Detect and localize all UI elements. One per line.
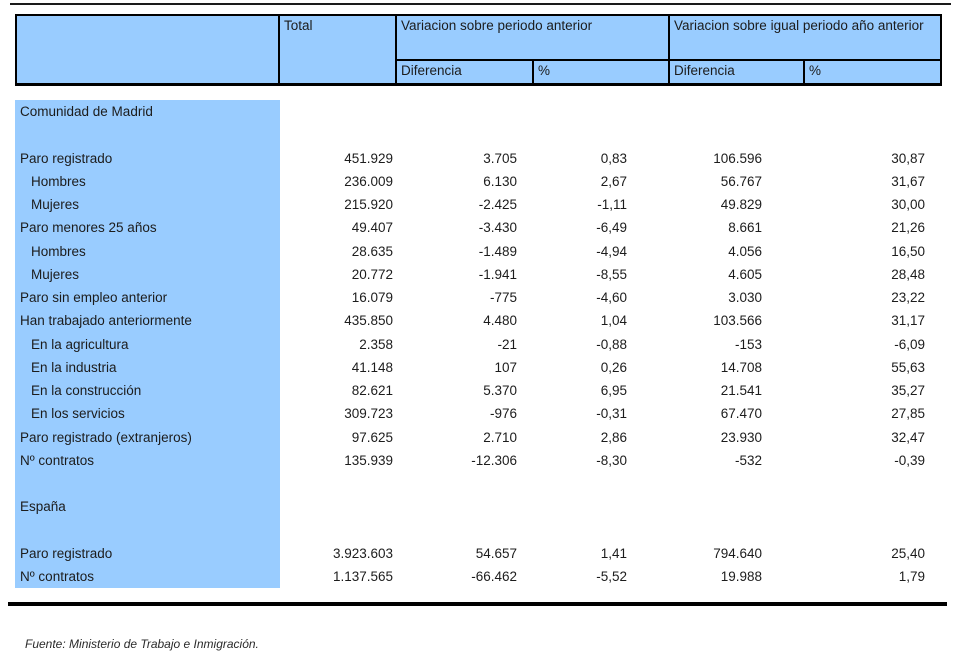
- value-cell: [517, 123, 627, 146]
- value-cell: 30,87: [891, 150, 925, 166]
- value-cell: 106.596: [713, 150, 762, 166]
- value-cell: 0,26: [600, 359, 627, 375]
- value-cell: 14.708: [720, 359, 762, 375]
- value-cell: 49.407: [351, 220, 393, 236]
- value-cell: [517, 472, 627, 495]
- pct-year-header: %: [804, 60, 941, 84]
- value-cell: [280, 472, 393, 495]
- value-cell: -775: [489, 290, 517, 305]
- value-cell: 2.358: [359, 336, 393, 352]
- value-cell: 30,00: [891, 197, 925, 212]
- table-row: [15, 402, 940, 425]
- value-cell: 4.480: [483, 313, 517, 329]
- total-header: Total: [279, 15, 396, 84]
- value-cell: 135.939: [344, 452, 393, 468]
- value-cell: 55,63: [891, 359, 925, 375]
- value-cell: 56.767: [720, 173, 762, 189]
- row-label-cell: Mujeres: [15, 263, 280, 286]
- value-cell: -8,30: [596, 452, 627, 468]
- value-cell: -1,11: [597, 197, 627, 212]
- value-cell: -532: [734, 452, 762, 468]
- value-cell: 6,95: [600, 383, 627, 398]
- value-cell: 28,48: [891, 266, 925, 282]
- value-cell: 32,47: [891, 429, 925, 445]
- top-rule: [10, 3, 951, 5]
- value-cell: [280, 100, 393, 123]
- value-cell: 21.541: [720, 383, 762, 398]
- diff-year-header: Diferencia: [669, 60, 804, 84]
- value-cell: [627, 100, 762, 123]
- row-label-cell: En la agricultura: [15, 333, 280, 356]
- pct-prev-header: %: [533, 60, 669, 84]
- value-cell: -21: [497, 336, 517, 352]
- table-row: [15, 379, 940, 402]
- table-row: [15, 565, 940, 588]
- row-label-cell: Paro menores 25 años: [15, 216, 280, 239]
- value-cell: [517, 495, 627, 518]
- value-cell: -153: [734, 336, 762, 352]
- value-cell: 82.621: [351, 383, 393, 398]
- value-cell: 2,67: [600, 173, 627, 189]
- value-cell: [393, 495, 517, 518]
- table-row: [15, 333, 940, 356]
- value-cell: -2.425: [478, 197, 517, 212]
- value-cell: 27,85: [891, 406, 925, 422]
- group-prev-period-header: Variacion sobre periodo anterior: [396, 15, 669, 60]
- value-cell: 0,83: [600, 150, 627, 166]
- row-label-cell: [15, 123, 280, 146]
- value-cell: -0,39: [894, 452, 925, 468]
- value-cell: -4,60: [596, 290, 627, 305]
- value-cell: -5,52: [596, 569, 627, 584]
- value-cell: 41.148: [351, 359, 393, 375]
- value-cell: [762, 519, 940, 542]
- value-cell: -8,55: [596, 266, 627, 282]
- value-cell: 21,26: [891, 220, 925, 236]
- value-cell: [393, 472, 517, 495]
- value-cell: 1,41: [600, 545, 627, 561]
- value-cell: -12.306: [471, 452, 517, 468]
- value-cell: 20.772: [351, 266, 393, 282]
- row-label-cell: En la industria: [15, 356, 280, 379]
- table-row: [15, 495, 940, 518]
- table-row: [15, 472, 940, 495]
- value-cell: 2,86: [600, 429, 627, 445]
- table-row: [15, 123, 940, 146]
- corner-cell: [16, 15, 279, 84]
- value-cell: 794.640: [713, 545, 762, 561]
- value-cell: -976: [489, 406, 517, 422]
- bottom-rule: [8, 602, 947, 606]
- diff-prev-header: Diferencia: [396, 60, 533, 84]
- row-label-cell: Nº contratos: [15, 565, 280, 588]
- row-label-cell: En la construcción: [15, 379, 280, 402]
- value-cell: 1.137.565: [332, 569, 393, 584]
- value-cell: 97.625: [351, 429, 393, 445]
- value-cell: 107: [494, 359, 517, 375]
- table-row: [15, 170, 940, 193]
- table-row: [15, 193, 940, 216]
- value-cell: [280, 495, 393, 518]
- value-cell: -4,94: [596, 243, 627, 259]
- value-cell: [627, 519, 762, 542]
- row-label-cell: Mujeres: [15, 193, 280, 216]
- table-row: [15, 426, 940, 449]
- value-cell: -0,88: [596, 336, 627, 352]
- value-cell: 1,79: [898, 569, 925, 584]
- value-cell: 23.930: [720, 429, 762, 445]
- value-cell: 31,67: [891, 173, 925, 189]
- value-cell: 16,50: [891, 243, 925, 259]
- value-cell: 6.130: [483, 173, 517, 189]
- row-label-cell: Nº contratos: [15, 449, 280, 472]
- row-label-cell: Hombres: [15, 170, 280, 193]
- table-row: [15, 100, 940, 123]
- value-cell: 54.657: [475, 545, 517, 561]
- value-cell: 4.056: [728, 243, 762, 259]
- value-cell: [280, 123, 393, 146]
- row-label-cell: En los servicios: [15, 402, 280, 425]
- value-cell: 435.850: [344, 313, 393, 329]
- table-row: [15, 147, 940, 170]
- row-label-cell: Paro registrado (extranjeros): [15, 426, 280, 449]
- value-cell: 67.470: [720, 406, 762, 422]
- group-year-ago-header: Variacion sobre igual periodo año anterior: [669, 15, 941, 60]
- value-cell: [517, 100, 627, 123]
- value-cell: 28.635: [351, 243, 393, 259]
- value-cell: 4.605: [728, 266, 762, 282]
- value-cell: [762, 472, 940, 495]
- value-cell: [393, 519, 517, 542]
- value-cell: 16.079: [351, 290, 393, 305]
- value-cell: -1.489: [478, 243, 517, 259]
- row-label-cell: Comunidad de Madrid: [15, 100, 280, 123]
- value-cell: -6,49: [596, 220, 627, 236]
- value-cell: [762, 100, 940, 123]
- table-row: [15, 356, 940, 379]
- value-cell: 3.705: [483, 150, 517, 166]
- row-label-cell: Paro sin empleo anterior: [15, 286, 280, 309]
- value-cell: -0,31: [596, 406, 627, 422]
- row-label-cell: Paro registrado: [15, 147, 280, 170]
- value-cell: -66.462: [471, 569, 517, 584]
- table-row: [15, 542, 940, 565]
- value-cell: 19.988: [720, 569, 762, 584]
- value-cell: [393, 100, 517, 123]
- value-cell: -1.941: [478, 266, 517, 282]
- value-cell: -3.430: [478, 220, 517, 236]
- table-row: [15, 449, 940, 472]
- row-label-cell: Han trabajado anteriormente: [15, 309, 280, 332]
- value-cell: 25,40: [891, 545, 925, 561]
- value-cell: [762, 123, 940, 146]
- value-cell: [627, 472, 762, 495]
- source-note: Fuente: Ministerio de Trabajo e Inmigración.: [25, 637, 259, 651]
- table-row: [15, 309, 940, 332]
- row-label-cell: [15, 472, 280, 495]
- table-row: [15, 286, 940, 309]
- value-cell: 1,04: [600, 313, 627, 329]
- value-cell: 309.723: [344, 406, 393, 422]
- value-cell: 49.829: [720, 197, 762, 212]
- value-cell: 103.566: [713, 313, 762, 329]
- table-row: [15, 519, 940, 542]
- table-row: [15, 240, 940, 263]
- value-cell: [517, 519, 627, 542]
- value-cell: [627, 495, 762, 518]
- value-cell: 3.923.603: [332, 545, 393, 561]
- value-cell: 31,17: [891, 313, 925, 329]
- value-cell: 2.710: [483, 429, 517, 445]
- value-cell: 23,22: [891, 290, 925, 305]
- table-row: [15, 216, 940, 239]
- value-cell: 5.370: [483, 383, 517, 398]
- value-cell: -6,09: [894, 336, 925, 352]
- value-cell: 215.920: [344, 197, 393, 212]
- row-label-cell: Paro registrado: [15, 542, 280, 565]
- value-cell: 35,27: [891, 383, 925, 398]
- value-cell: 451.929: [344, 150, 393, 166]
- stats-table-header: [15, 14, 942, 86]
- row-label-cell: Hombres: [15, 240, 280, 263]
- value-cell: 3.030: [728, 290, 762, 305]
- table-row: [15, 263, 940, 286]
- stats-table-body: [15, 100, 940, 588]
- value-cell: [280, 519, 393, 542]
- value-cell: 8.661: [728, 220, 762, 236]
- value-cell: [762, 495, 940, 518]
- row-label-cell: [15, 519, 280, 542]
- value-cell: [393, 123, 517, 146]
- value-cell: [627, 123, 762, 146]
- value-cell: 236.009: [344, 173, 393, 189]
- row-label-cell: España: [15, 495, 280, 518]
